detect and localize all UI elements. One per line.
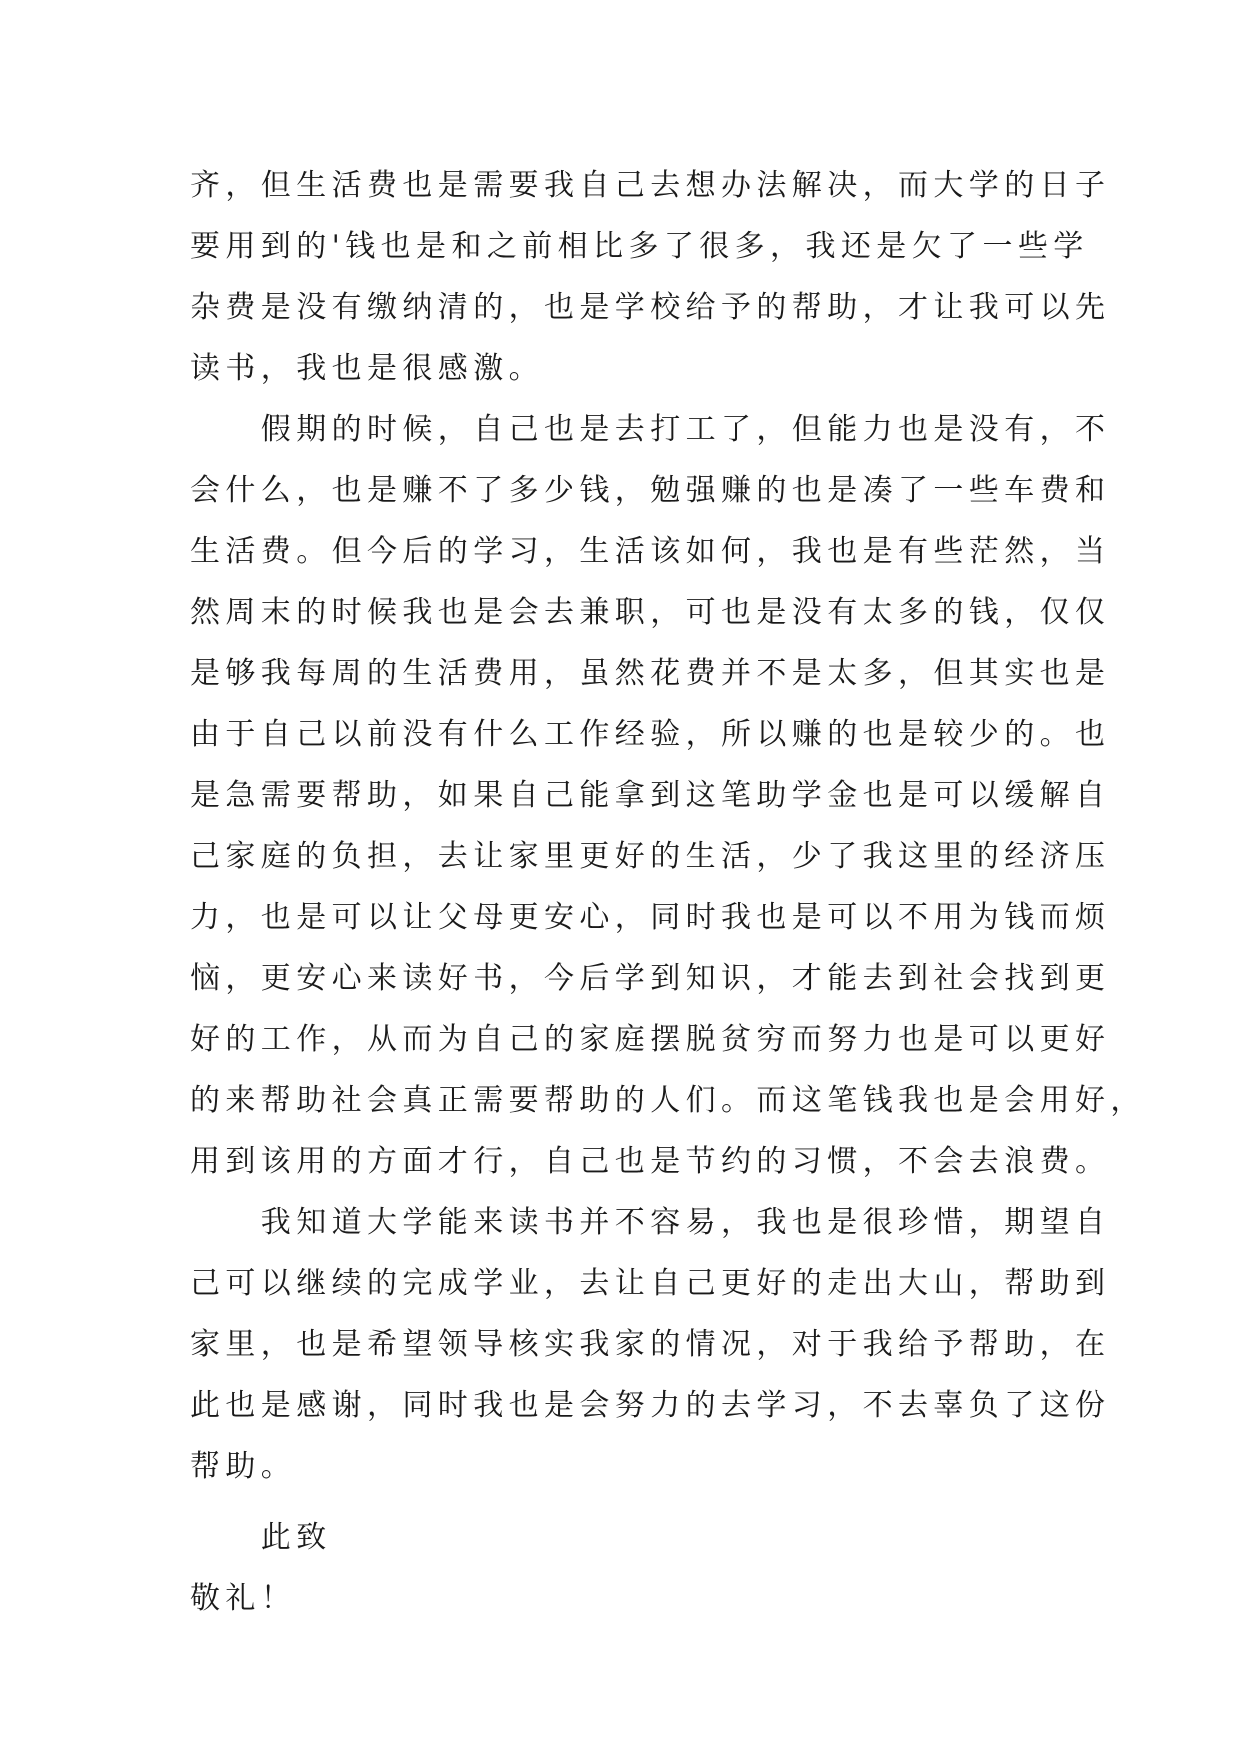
closing-spacer xyxy=(190,1502,1070,1512)
text-line: 生活费。但今后的学习，生活该如何，我也是有些茫然，当 xyxy=(190,534,1111,569)
text-line: 会什么，也是赚不了多少钱，勉强赚的也是凑了一些车费和 xyxy=(190,473,1111,508)
text-line: 我知道大学能来读书并不容易，我也是很珍惜，期望自 xyxy=(190,1205,1111,1240)
text-line: 己可以继续的完成学业，去让自己更好的走出大山，帮助到 xyxy=(190,1266,1111,1301)
text-line: 帮助。 xyxy=(190,1449,297,1484)
text-line: 然周末的时候我也是会去兼职，可也是没有太多的钱，仅仅 xyxy=(190,595,1111,630)
closing-line: 此致 xyxy=(190,1520,332,1555)
text-line: 假期的时候，自己也是去打工了，但能力也是没有，不 xyxy=(190,412,1111,447)
text-line: 力，也是可以让父母更安心，同时我也是可以不用为钱而烦 xyxy=(190,900,1111,935)
text-line: 家里，也是希望领导核实我家的情况，对于我给予帮助，在 xyxy=(190,1327,1111,1362)
text-line: 要用到的'钱也是和之前相比多了很多，我还是欠了一些学 xyxy=(190,229,1089,264)
letter-body xyxy=(190,160,1146,1634)
text-line: 此也是感谢，同时我也是会努力的去学习，不去辜负了这份 xyxy=(190,1388,1111,1423)
text-line: 的来帮助社会真正需要帮助的人们。而这笔钱我也是会用好， xyxy=(190,1083,1146,1118)
text-line: 由于自己以前没有什么工作经验，所以赚的也是较少的。也 xyxy=(190,717,1111,752)
text-line: 读书，我也是很感激。 xyxy=(190,351,544,386)
text-line: 用到该用的方面才行，自己也是节约的习惯，不会去浪费。 xyxy=(190,1144,1111,1179)
text-line: 是够我每周的生活费用，虽然花费并不是太多，但其实也是 xyxy=(190,656,1111,691)
text-line: 恼，更安心来读好书，今后学到知识，才能去到社会找到更 xyxy=(190,961,1111,996)
text-line: 杂费是没有缴纳清的，也是学校给予的帮助，才让我可以先 xyxy=(190,290,1111,325)
text-line: 好的工作，从而为自己的家庭摆脱贫穷而努力也是可以更好 xyxy=(190,1022,1111,1057)
text-line: 是急需要帮助，如果自己能拿到这笔助学金也是可以缓解自 xyxy=(190,778,1111,813)
text-line: 齐，但生活费也是需要我自己去想办法解决，而大学的日子 xyxy=(190,168,1111,203)
text-line: 己家庭的负担，去让家里更好的生活，少了我这里的经济压 xyxy=(190,839,1111,874)
salutation-line: 敬礼！ xyxy=(190,1581,297,1616)
